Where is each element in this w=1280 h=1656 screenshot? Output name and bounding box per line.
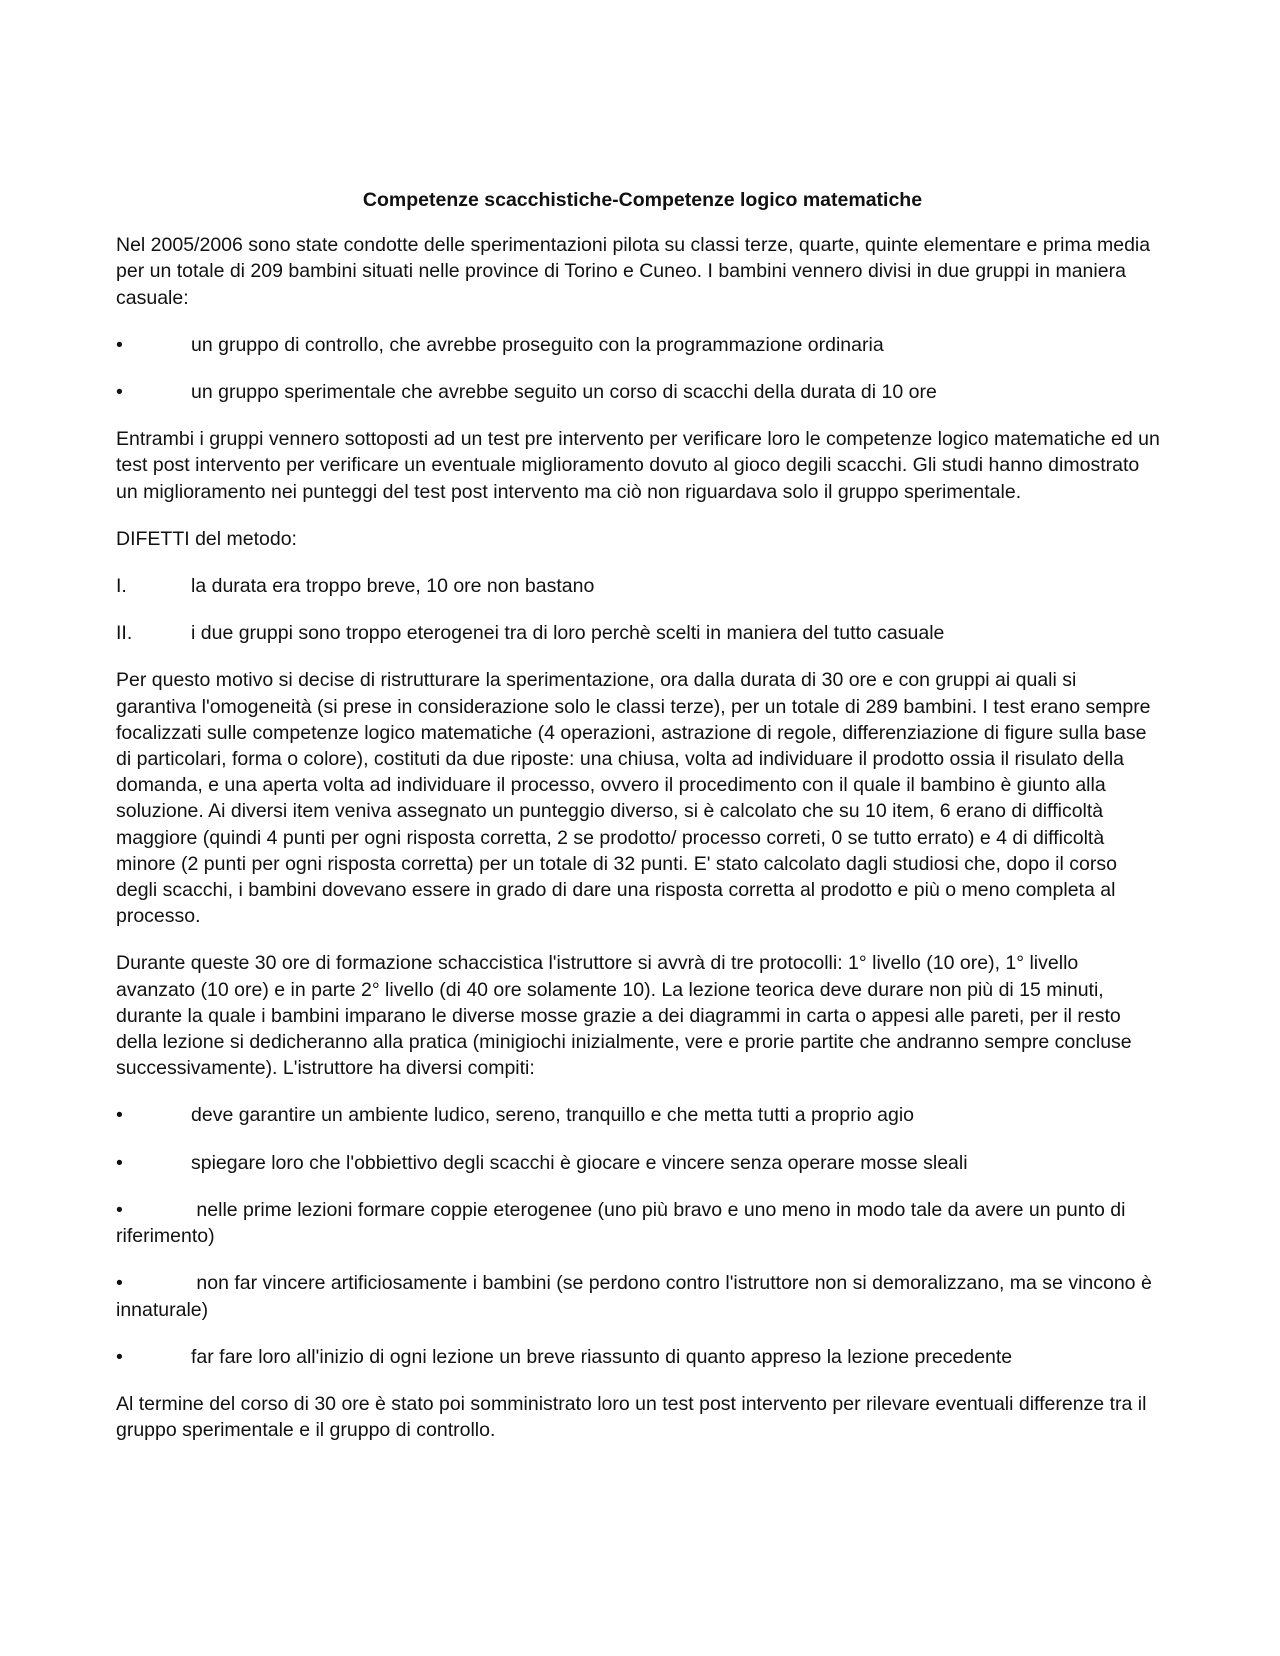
bullet-marker: •: [116, 1151, 123, 1174]
bullet-marker: •: [116, 1345, 123, 1368]
restructure-paragraph: Per questo motivo si decise di ristrutturare la sperimentazione, ora dalla durata di 30 ore e con gruppi ai quali si garantiva l'omogeneità (si prese in considerazione solo le classi terze), per un totale di 289 bambini. I test erano sempre focalizzati sulle competenze logico matematiche (4 operazioni, astrazione di regole, differenziazione di figure sulla base di particolari, forma o colore), costituti da due riposte: una chiusa, volta ad individuare il prodotto ossia il risulato della domanda, e una aperta volta ad individuare il processo, ovvero il procedimento con il quale il bambino è giunto alla soluzione. Ai diversi item veniva assegnato un punteggio diverso, si è calcolato che su 10 item, 6 erano di difficoltà maggiore (quindi 4 punti per ogni risposta corretta, 2 se prodotto/ processo correti, 0 se tutto errato) e 4 di difficoltà minore (2 punti per ogni risposta corretta) per un totale di 32 punti. E' stato calcolato dagli studiosi che, dopo il corso degli scacchi, i bambini dovevano essere in grado di dare una risposta corretta al prodotto e più o meno completa al processo.: [116, 669, 1151, 928]
list-item-text: la durata era troppo breve, 10 ore non bastano: [191, 575, 595, 598]
bullet-marker: •: [116, 1272, 123, 1295]
list-item-task-5: [116, 1344, 1161, 1370]
roman-numeral-marker: II.: [116, 622, 133, 645]
list-item-text: spiegare loro che l'obbiettivo degli scacchi è giocare e vincere senza operare mosse sleali: [191, 1151, 968, 1174]
list-item-defect-2: [116, 620, 1161, 646]
list-item-text: deve garantire un ambiente ludico, sereno, tranquillo e che metta tutti a proprio agio: [191, 1104, 915, 1127]
list-item-task-2: [116, 1150, 1161, 1176]
conclusion-paragraph: Al termine del corso di 30 ore è stato poi somministrato loro un test post intervento per rilevare eventuali differenze tra il gruppo sperimentale e il gruppo di controllo.: [116, 1392, 1147, 1442]
training-paragraph: Durante queste 30 ore di formazione schaccistica l'istruttore si avvrà di tre protocolli: 1° livello (10 ore), 1° livello avanzato (10 ore) e in parte 2° livello (di 40 ore solamente 10). La lezione teorica deve durare non più di 15 minuti, durante la quale i bambini imparano le diverse mosse grazie a dei diagrammi in carta o appesi alle pareti, per il resto della lezione si dedicheranno alla pratica (minigiochi inizialmente, vere e prorie partite che andranno sempre concluse successivamente). L'istruttore ha diversi compiti:: [116, 952, 1132, 1080]
list-item-text: nelle prime lezioni formare coppie eterogenee (uno più bravo e uno meno in modo tale da avere un punto di riferimento): [116, 1198, 1126, 1248]
document-page: [116, 187, 1161, 1464]
list-item-task-3: [116, 1197, 1161, 1249]
list-item-text: un gruppo sperimentale che avrebbe seguito un corso di scacchi della durata di 10 ore: [191, 381, 937, 404]
bullet-marker: •: [116, 381, 123, 404]
list-item-text: un gruppo di controllo, che avrebbe proseguito con la programmazione ordinaria: [191, 333, 884, 356]
list-item-group-experimental: [116, 379, 1161, 405]
intro-paragraph: Nel 2005/2006 sono state condotte delle sperimentazioni pilota su classi terze, quarte, quinte elementare e prima media per un totale di 209 bambini situati nelle province di Torino e Cuneo. I bambini vennero divisi in due gruppi in maniera casuale:: [116, 234, 1151, 309]
list-item-text: i due gruppi sono troppo eterogenei tra di loro perchè scelti in maniera del tutto casuale: [191, 622, 945, 645]
tests-paragraph: Entrambi i gruppi vennero sottoposti ad un test pre intervento per verificare loro le competenze logico matematiche ed un test post intervento per verificare un eventuale miglioramento dovuto al gioco degili scacchi. Gli studi hanno dimostrato un miglioramento nei punteggi del test post intervento ma ciò non riguardava solo il gruppo sperimentale.: [116, 428, 1160, 503]
list-item-task-4: [116, 1270, 1161, 1322]
list-item-defect-1: [116, 573, 1161, 599]
list-item-text: non far vincere artificiosamente i bambini (se perdono contro l'istruttore non si demoralizzano, ma se vincono è innaturale): [116, 1272, 1152, 1321]
list-item-task-1: [116, 1102, 1161, 1128]
list-item-group-control: [116, 332, 1161, 358]
bullet-marker: •: [116, 1198, 123, 1221]
bullet-marker: •: [116, 1104, 123, 1127]
defects-heading: DIFETTI del metodo:: [116, 527, 297, 550]
list-item-text: far fare loro all'inizio di ogni lezione un breve riassunto di quanto appreso la lezione precedente: [191, 1345, 1013, 1368]
bullet-marker: •: [116, 333, 123, 356]
document-title: Competenze scacchistiche-Competenze logico matematiche: [362, 189, 923, 211]
roman-numeral-marker: I.: [116, 575, 127, 598]
